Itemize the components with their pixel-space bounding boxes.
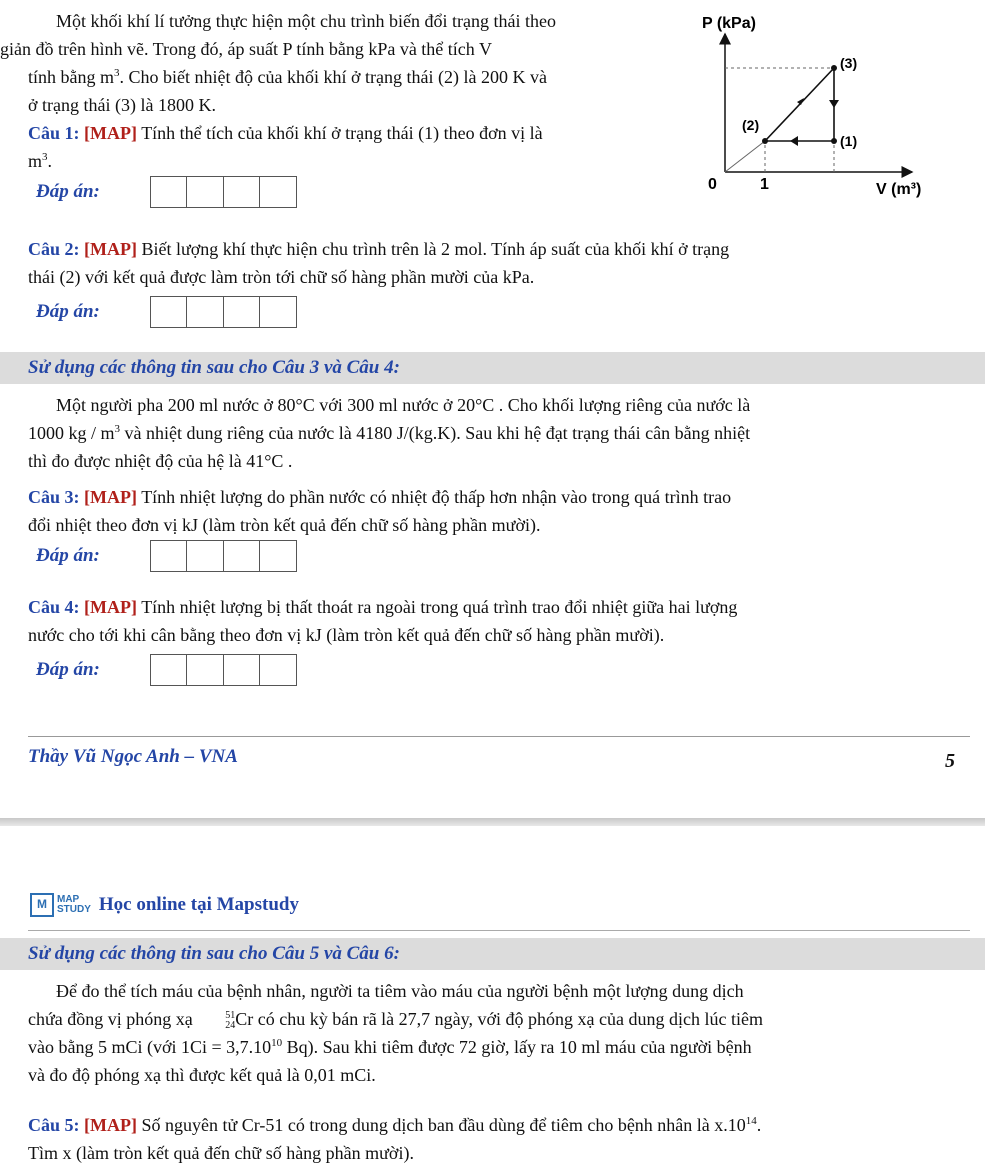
intro-line-3-sup: 3 — [114, 66, 120, 79]
isotope-z: 24 — [225, 1019, 236, 1031]
info56-line-2 — [0, 1006, 763, 1034]
answer-box[interactable] — [150, 654, 188, 686]
q3-text-line-1: Tính nhiệt lượng do phần nước có nhiệt độ thấp hơn nhận vào trong quá trình trao — [141, 487, 732, 507]
intro-line-3-b: . Cho biết nhiệt độ của khối khí ở trạng thái (2) là 200 K và — [119, 66, 547, 87]
footer-author: Thầy Vũ Ngọc Anh – VNA — [28, 746, 238, 767]
q1-unit-sup: 3 — [42, 150, 48, 163]
q5-text-line-2: Tìm x (làm tròn kết quả đến chữ số hàng phần mười). — [28, 1142, 414, 1163]
page-separator — [0, 818, 985, 826]
q3-text-line-2: đổi nhiệt theo đơn vị kJ (làm tròn kết quả đến chữ số hàng phần mười). — [28, 514, 541, 535]
footer-rule — [28, 736, 970, 737]
q3-label: Câu 3: — [28, 487, 80, 507]
info56-line-3-b: Bq). Sau khi tiêm được 72 giờ, lấy ra 10 ml máu của người bệnh — [282, 1036, 752, 1057]
intro-line-3-a: tính bằng m — [28, 66, 114, 87]
logo-text-2: STUDY — [57, 903, 91, 915]
q5-tag: [MAP] — [84, 1115, 137, 1135]
point-3 — [831, 65, 837, 71]
q4-tag: [MAP] — [84, 597, 137, 617]
process-2-3 — [765, 68, 834, 141]
intro-line-2: giản đồ trên hình vẽ. Trong đó, áp suất P tính bằng kPa và thể tích V — [0, 38, 492, 59]
q1-answer-row — [36, 176, 297, 208]
info56-line-3 — [0, 1034, 752, 1062]
q4-answer-boxes — [151, 654, 297, 686]
question-4 — [28, 594, 963, 650]
answer-label: Đáp án: — [36, 545, 100, 567]
page-header — [30, 890, 299, 919]
q1-end: . — [47, 150, 53, 171]
q1-text: Tính thể tích của khối khí ở trạng thái (1) theo đơn vị là — [141, 123, 543, 143]
pv-diagram — [700, 4, 960, 209]
info34-line-1: Một người pha 200 ml nước ở 80°C với 300 ml nước ở 20°C . Cho khối lượng riêng của nước là — [56, 395, 751, 415]
info34-line-3: thì đo được nhiệt độ của hệ là 41°C . — [28, 450, 293, 471]
q5-label: Câu 5: — [28, 1115, 80, 1135]
answer-box[interactable] — [186, 540, 224, 572]
answer-box[interactable] — [186, 296, 224, 328]
q3-answer-boxes — [151, 540, 297, 572]
q5-text: Số nguyên tử Cr-51 có trong dung dịch ban đầu dùng để tiêm cho bệnh nhân là x.10 — [141, 1115, 746, 1135]
answer-label: Đáp án: — [36, 301, 100, 323]
question-1 — [28, 120, 698, 176]
answer-box[interactable] — [186, 654, 224, 686]
question-3 — [28, 484, 963, 540]
info34-line-2-sup: 3 — [114, 422, 121, 435]
section-header-q5-q6: Sử dụng các thông tin sau cho Câu 5 và Câu 6: — [0, 938, 985, 970]
header-rule — [28, 930, 970, 931]
info34-line-2-b: và nhiệt dung riêng của nước là 4180 J/(kg.K). Sau khi hệ đạt trạng thái cân bằng nhiệt — [120, 422, 751, 443]
info34-line-2-a: 1000 kg / m — [28, 422, 115, 443]
intro-line-3 — [0, 64, 547, 92]
isotope-numbers — [197, 1011, 235, 1031]
header-title: Học online tại Mapstudy — [98, 894, 299, 915]
answer-box[interactable] — [223, 176, 261, 208]
answer-label: Đáp án: — [36, 181, 100, 203]
answer-box[interactable] — [259, 540, 297, 572]
q3-answer-row — [36, 540, 297, 572]
answer-box[interactable] — [223, 654, 261, 686]
intro-line-4: ở trạng thái (3) là 1800 K. — [28, 94, 216, 115]
point-1-label: (1) — [840, 133, 858, 149]
answer-box[interactable] — [186, 176, 224, 208]
q3-tag: [MAP] — [84, 487, 137, 507]
isotope-symbol: Cr — [235, 1008, 254, 1029]
info56-line-2-b: có chu kỳ bán rã là 27,7 ngày, với độ phóng xạ của dung dịch lúc tiêm — [253, 1008, 763, 1029]
info56-line-4: và đo độ phóng xạ thì được kết quả là 0,01 mCi. — [28, 1064, 376, 1085]
guide-origin — [725, 141, 765, 172]
mapstudy-logo-icon: M — [30, 893, 54, 917]
q2-answer-row — [36, 296, 297, 328]
q1-answer-boxes — [151, 176, 297, 208]
mapstudy-logo-text — [57, 895, 91, 915]
point-3-label: (3) — [840, 55, 858, 71]
point-1 — [831, 138, 837, 144]
point-2-label: (2) — [742, 117, 760, 133]
info-q5-q6 — [28, 978, 968, 1090]
q2-text-line-2: thái (2) với kết quả được làm tròn tới chữ số hàng phần mười của kPa. — [28, 266, 535, 287]
q4-text-line-2: nước cho tới khi cân bằng theo đơn vị kJ (làm tròn kết quả đến chữ số hàng phần mười). — [28, 624, 665, 645]
q2-tag: [MAP] — [84, 239, 137, 259]
info56-line-2-a: chứa đồng vị phóng xạ — [28, 1008, 198, 1029]
question-2 — [28, 236, 963, 292]
section-header-q3-q4: Sử dụng các thông tin sau cho Câu 3 và Câu 4: — [0, 352, 985, 384]
origin-label: 0 — [708, 176, 717, 193]
info56-line-3-sup: 10 — [271, 1036, 283, 1049]
q4-label: Câu 4: — [28, 597, 80, 617]
q2-answer-boxes — [151, 296, 297, 328]
answer-box[interactable] — [150, 176, 188, 208]
answer-box[interactable] — [259, 176, 297, 208]
answer-box[interactable] — [259, 296, 297, 328]
x-axis-label: V (m³) — [876, 181, 922, 198]
arrow-3-1 — [829, 100, 839, 108]
isotope-mass: 51 — [225, 1009, 236, 1021]
q4-text-line-1: Tính nhiệt lượng bị thất thoát ra ngoài trong quá trình trao đổi nhiệt giữa hai lượng — [141, 597, 738, 617]
answer-label: Đáp án: — [36, 659, 100, 681]
info56-line-3-a: vào bằng 5 mCi (với 1Ci = 3,7.10 — [28, 1036, 272, 1057]
info-q3-q4 — [28, 392, 963, 476]
q2-label: Câu 2: — [28, 239, 80, 259]
intro-paragraph — [0, 8, 698, 120]
answer-box[interactable] — [223, 296, 261, 328]
answer-box[interactable] — [259, 654, 297, 686]
q2-text-line-1: Biết lượng khí thực hiện chu trình trên là 2 mol. Tính áp suất của khối khí ở trạng — [141, 239, 730, 259]
arrow-1-2 — [790, 136, 798, 146]
question-5 — [28, 1112, 973, 1168]
x-tick-label: 1 — [760, 176, 769, 193]
intro-line-1: Một khối khí lí tưởng thực hiện một chu trình biến đổi trạng thái theo — [56, 11, 556, 31]
q4-answer-row — [36, 654, 297, 686]
q1-unit: m — [28, 150, 43, 171]
q1-tag: [MAP] — [84, 123, 137, 143]
info34-line-2 — [0, 420, 750, 448]
logo-text-1: MAP — [57, 893, 80, 905]
q5-sup: 14 — [745, 1115, 757, 1127]
y-axis-label: P (kPa) — [702, 15, 756, 32]
answer-box[interactable] — [150, 540, 188, 572]
info56-line-1: Để đo thể tích máu của bệnh nhân, người ta tiêm vào máu của người bệnh một lượng dung dịch — [56, 981, 744, 1001]
answer-box[interactable] — [150, 296, 188, 328]
point-2 — [762, 138, 768, 144]
q5-end: . — [756, 1115, 762, 1135]
page-number: 5 — [945, 750, 955, 772]
q1-label: Câu 1: — [28, 123, 80, 143]
answer-box[interactable] — [223, 540, 261, 572]
